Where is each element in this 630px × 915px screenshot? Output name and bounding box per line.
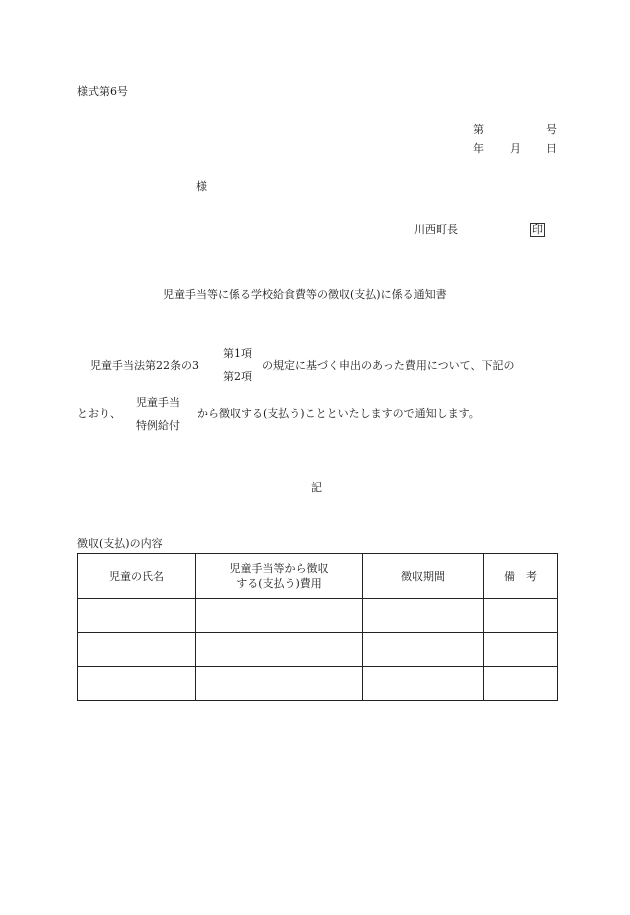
table-cell [196, 599, 363, 633]
ki-heading: 記 [311, 481, 322, 494]
table-cell [484, 599, 558, 633]
table-caption: 徴収(支払)の内容 [77, 537, 163, 550]
seal-label: 印 [532, 223, 543, 236]
doc-number-go: 号 [546, 123, 557, 136]
benefit-option-2: 特例給付 [136, 419, 180, 432]
document-title: 児童手当等に係る学校給食費等の徴収(支払)に係る通知書 [163, 288, 447, 301]
table-header-row [78, 554, 558, 599]
date-month: 月 [510, 142, 521, 155]
header-collected-cost: 児童手当等から徴収 する(支払う)費用 [196, 554, 363, 599]
seal-mark [530, 223, 545, 237]
header-remarks: 備 考 [484, 554, 558, 599]
table-cell [484, 667, 558, 701]
body-lead: 児童手当法第22条の3 [90, 359, 199, 372]
header-collection-period: 徴収期間 [363, 554, 484, 599]
table-cell [363, 599, 484, 633]
date-day: 日 [546, 142, 557, 155]
table-cell [363, 667, 484, 701]
benefit-option-1: 児童手当 [136, 396, 180, 409]
table-cell [78, 633, 196, 667]
table-cell [196, 633, 363, 667]
table-cell [78, 667, 196, 701]
sender-title: 川西町長 [414, 223, 458, 236]
clause-option-2: 第2項 [223, 370, 252, 383]
date-year: 年 [473, 142, 484, 155]
table-cell [196, 667, 363, 701]
table-cell [484, 633, 558, 667]
collection-table [77, 553, 558, 701]
doc-number-dai: 第 [473, 123, 484, 136]
form-number: 様式第6号 [77, 85, 128, 98]
table-cell [363, 633, 484, 667]
addressee-suffix: 様 [196, 180, 207, 193]
body-line2-head: とおり、 [77, 407, 121, 420]
header-child-name: 児童の氏名 [78, 554, 196, 599]
clause-option-1: 第1項 [223, 347, 252, 360]
table-row [78, 599, 558, 633]
table-row [78, 633, 558, 667]
body-line1-tail: の規定に基づく申出のあった費用について、下記の [262, 359, 515, 372]
table-row [78, 667, 558, 701]
body-line2-tail: から徴収する(支払う)ことといたしますので通知します。 [197, 407, 480, 420]
table-cell [78, 599, 196, 633]
